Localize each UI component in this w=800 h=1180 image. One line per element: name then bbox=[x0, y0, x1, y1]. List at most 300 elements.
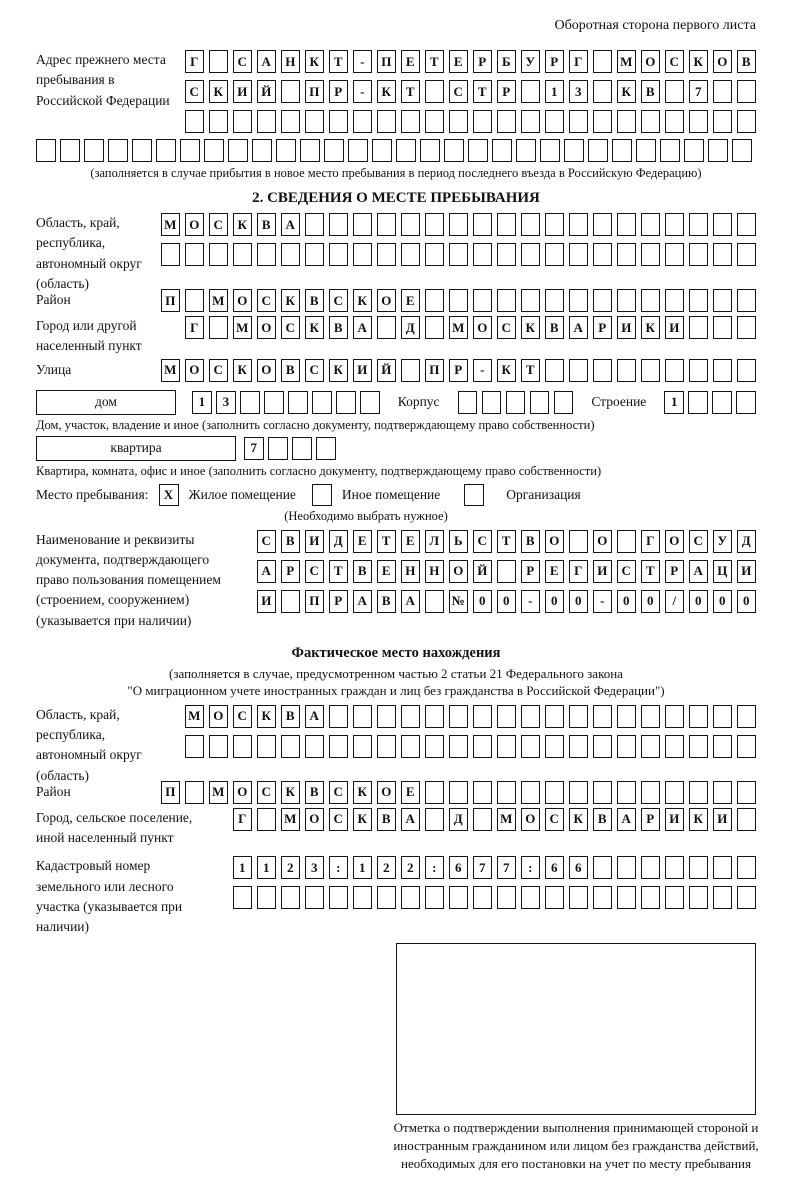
char-cell bbox=[497, 289, 517, 312]
street-label: Улица bbox=[36, 361, 72, 377]
char-cell: А bbox=[305, 705, 325, 728]
stroenie-cells bbox=[664, 391, 756, 414]
char-cell bbox=[593, 213, 613, 236]
region-block bbox=[36, 213, 756, 294]
char-cell: А bbox=[257, 50, 277, 73]
char-cell bbox=[458, 391, 478, 414]
char-cell bbox=[713, 886, 733, 909]
char-cell: В bbox=[545, 316, 565, 339]
char-cell: Й bbox=[257, 80, 277, 103]
char-cell bbox=[530, 391, 550, 414]
char-cell bbox=[329, 110, 349, 133]
char-cell: А bbox=[401, 808, 421, 831]
char-cell: С bbox=[497, 316, 517, 339]
cadastral-row-2 bbox=[233, 886, 757, 909]
char-cell bbox=[353, 110, 373, 133]
char-cell bbox=[688, 391, 708, 414]
char-cell bbox=[425, 316, 445, 339]
actual-region-label: Область, край, республика, автономный округ (область) bbox=[36, 706, 142, 783]
char-cell: Й bbox=[473, 560, 493, 583]
char-cell bbox=[713, 110, 733, 133]
char-cell: О bbox=[641, 50, 661, 73]
char-cell: О bbox=[233, 289, 253, 312]
char-cell bbox=[569, 705, 589, 728]
char-cell: Р bbox=[281, 560, 301, 583]
char-cell bbox=[497, 213, 517, 236]
char-cell bbox=[425, 886, 445, 909]
char-cell bbox=[612, 139, 632, 162]
char-cell bbox=[545, 705, 565, 728]
char-cell: 0 bbox=[569, 590, 589, 613]
char-cell: - bbox=[521, 590, 541, 613]
char-cell bbox=[425, 735, 445, 758]
char-cell: О bbox=[377, 289, 397, 312]
char-cell: О bbox=[305, 808, 325, 831]
char-cell: К bbox=[209, 80, 229, 103]
char-cell: К bbox=[353, 808, 373, 831]
char-cell bbox=[449, 705, 469, 728]
char-cell: Т bbox=[641, 560, 661, 583]
char-cell bbox=[305, 735, 325, 758]
char-cell: Т bbox=[401, 80, 421, 103]
char-cell bbox=[593, 50, 613, 73]
char-cell bbox=[209, 316, 229, 339]
city-label: Город или другой населенный пункт bbox=[36, 318, 142, 354]
char-cell: П bbox=[305, 80, 325, 103]
char-cell: 2 bbox=[401, 856, 421, 879]
char-cell: Г bbox=[185, 50, 205, 73]
char-cell: - bbox=[593, 590, 613, 613]
char-cell: К bbox=[569, 808, 589, 831]
char-cell bbox=[593, 735, 613, 758]
char-cell bbox=[449, 110, 469, 133]
char-cell: - bbox=[473, 359, 493, 382]
char-cell bbox=[372, 139, 392, 162]
actual-region-row-1 bbox=[185, 705, 757, 728]
char-cell bbox=[449, 213, 469, 236]
char-cell bbox=[689, 110, 709, 133]
char-cell bbox=[665, 705, 685, 728]
char-cell bbox=[425, 705, 445, 728]
char-cell: № bbox=[449, 590, 469, 613]
section-2-title: 2. СВЕДЕНИЯ О МЕСТЕ ПРЕБЫВАНИЯ bbox=[252, 190, 540, 206]
char-cell bbox=[737, 110, 757, 133]
char-cell: Р bbox=[329, 80, 349, 103]
char-cell: Г bbox=[641, 530, 661, 553]
prev-address-row-2 bbox=[185, 80, 757, 103]
char-cell: С bbox=[257, 289, 277, 312]
char-cell: 2 bbox=[281, 856, 301, 879]
char-cell bbox=[401, 886, 421, 909]
char-cell: О bbox=[185, 213, 205, 236]
char-cell bbox=[185, 781, 205, 804]
char-cell bbox=[665, 243, 685, 266]
char-cell: 0 bbox=[689, 590, 709, 613]
char-cell bbox=[617, 781, 637, 804]
char-cell: М bbox=[617, 50, 637, 73]
char-cell bbox=[288, 391, 308, 414]
char-cell: К bbox=[521, 316, 541, 339]
char-cell bbox=[593, 886, 613, 909]
char-cell bbox=[689, 243, 709, 266]
char-cell: Р bbox=[641, 808, 661, 831]
actual-region-block bbox=[36, 705, 756, 786]
char-cell bbox=[305, 213, 325, 236]
stroenie-label: Строение bbox=[591, 394, 647, 409]
char-cell: С bbox=[305, 359, 325, 382]
char-cell bbox=[468, 139, 488, 162]
char-cell bbox=[377, 316, 397, 339]
char-cell bbox=[521, 243, 541, 266]
char-cell bbox=[593, 781, 613, 804]
char-cell bbox=[473, 886, 493, 909]
region-row-1 bbox=[161, 213, 757, 236]
organization-label: Организация bbox=[506, 486, 581, 502]
char-cell bbox=[425, 289, 445, 312]
char-cell bbox=[521, 886, 541, 909]
region-label: Область, край, республика, автономный округ (область) bbox=[36, 215, 142, 291]
char-cell bbox=[473, 781, 493, 804]
char-cell bbox=[617, 110, 637, 133]
char-cell: У bbox=[713, 530, 733, 553]
char-cell: К bbox=[233, 359, 253, 382]
char-cell bbox=[425, 781, 445, 804]
prev-address-block bbox=[36, 50, 756, 133]
char-cell: М bbox=[497, 808, 517, 831]
char-cell bbox=[233, 110, 253, 133]
char-cell: В bbox=[281, 705, 301, 728]
char-cell bbox=[737, 316, 757, 339]
char-cell bbox=[401, 243, 421, 266]
char-cell bbox=[713, 705, 733, 728]
char-cell bbox=[665, 359, 685, 382]
confirmation-mark-note: Отметка о подтверждении выполнения принимающей стороной и иностранным гражданином или лицом без гражданства действий, необходимых для его постановки на учет по месту пребывания bbox=[393, 1120, 759, 1172]
char-cell bbox=[521, 80, 541, 103]
char-cell bbox=[641, 289, 661, 312]
char-cell: Г bbox=[569, 560, 589, 583]
char-cell bbox=[689, 886, 709, 909]
street-cells bbox=[161, 359, 757, 382]
char-cell: Т bbox=[329, 560, 349, 583]
char-cell: М bbox=[209, 781, 229, 804]
char-cell: В bbox=[281, 359, 301, 382]
char-cell bbox=[545, 886, 565, 909]
char-cell bbox=[108, 139, 128, 162]
char-cell bbox=[737, 808, 757, 831]
char-cell: 6 bbox=[449, 856, 469, 879]
char-cell bbox=[521, 781, 541, 804]
char-cell bbox=[569, 213, 589, 236]
char-cell: В bbox=[737, 50, 757, 73]
char-cell bbox=[713, 735, 733, 758]
char-cell bbox=[641, 213, 661, 236]
char-cell bbox=[554, 391, 574, 414]
char-cell bbox=[641, 781, 661, 804]
char-cell bbox=[569, 735, 589, 758]
char-cell bbox=[737, 886, 757, 909]
char-cell: Н bbox=[425, 560, 445, 583]
char-cell bbox=[257, 243, 277, 266]
char-cell: Н bbox=[281, 50, 301, 73]
char-cell: С bbox=[233, 50, 253, 73]
char-cell bbox=[521, 213, 541, 236]
char-cell bbox=[713, 856, 733, 879]
char-cell: С bbox=[665, 50, 685, 73]
char-cell bbox=[545, 213, 565, 236]
char-cell: Т bbox=[521, 359, 541, 382]
other-premises-label: Иное помещение bbox=[341, 486, 441, 502]
char-cell: А bbox=[257, 560, 277, 583]
char-cell bbox=[348, 139, 368, 162]
char-cell: О bbox=[545, 530, 565, 553]
actual-location-title: Фактическое место нахождения bbox=[291, 644, 501, 661]
char-cell bbox=[257, 886, 277, 909]
char-cell bbox=[737, 781, 757, 804]
char-cell: 7 bbox=[244, 437, 264, 460]
char-cell: С bbox=[233, 705, 253, 728]
char-cell: И bbox=[257, 590, 277, 613]
char-cell: О bbox=[449, 560, 469, 583]
char-cell: И bbox=[593, 560, 613, 583]
char-cell bbox=[617, 213, 637, 236]
char-cell bbox=[329, 213, 349, 236]
char-cell: - bbox=[353, 50, 373, 73]
char-cell bbox=[736, 391, 756, 414]
char-cell: О bbox=[257, 359, 277, 382]
char-cell: К bbox=[689, 808, 709, 831]
char-cell: С bbox=[449, 80, 469, 103]
char-cell: Г bbox=[233, 808, 253, 831]
city-row bbox=[36, 316, 756, 357]
char-cell: Р bbox=[329, 590, 349, 613]
char-cell bbox=[641, 886, 661, 909]
char-cell bbox=[540, 139, 560, 162]
char-cell bbox=[228, 139, 248, 162]
char-cell: Е bbox=[401, 289, 421, 312]
char-cell bbox=[665, 110, 685, 133]
char-cell: Т bbox=[497, 530, 517, 553]
char-cell bbox=[569, 781, 589, 804]
region-row-2 bbox=[161, 243, 757, 266]
char-cell bbox=[689, 735, 709, 758]
char-cell bbox=[569, 530, 589, 553]
confirmation-mark-box bbox=[396, 943, 756, 1115]
char-cell bbox=[636, 139, 656, 162]
char-cell bbox=[209, 243, 229, 266]
char-cell: Г bbox=[569, 50, 589, 73]
char-cell: П bbox=[161, 781, 181, 804]
char-cell bbox=[593, 243, 613, 266]
char-cell bbox=[360, 391, 380, 414]
char-cell: Б bbox=[497, 50, 517, 73]
char-cell: А bbox=[689, 560, 709, 583]
char-cell: В bbox=[377, 808, 397, 831]
char-cell: С bbox=[257, 530, 277, 553]
char-cell bbox=[185, 289, 205, 312]
char-cell bbox=[641, 359, 661, 382]
char-cell: 0 bbox=[617, 590, 637, 613]
residential-checkbox: X bbox=[159, 484, 179, 506]
house-box-label: дом bbox=[36, 390, 176, 415]
char-cell: И bbox=[737, 560, 757, 583]
char-cell bbox=[353, 886, 373, 909]
char-cell bbox=[497, 110, 517, 133]
residential-label: Жилое помещение bbox=[188, 486, 296, 502]
char-cell: О bbox=[713, 50, 733, 73]
char-cell bbox=[209, 735, 229, 758]
char-cell: В bbox=[641, 80, 661, 103]
char-cell bbox=[377, 735, 397, 758]
char-cell bbox=[737, 359, 757, 382]
document-block bbox=[36, 530, 756, 631]
char-cell bbox=[545, 289, 565, 312]
char-cell: В bbox=[257, 213, 277, 236]
char-cell: : bbox=[425, 856, 445, 879]
char-cell: К bbox=[641, 316, 661, 339]
char-cell bbox=[689, 781, 709, 804]
char-cell bbox=[737, 735, 757, 758]
char-cell bbox=[204, 139, 224, 162]
char-cell: Д bbox=[329, 530, 349, 553]
char-cell bbox=[545, 359, 565, 382]
char-cell bbox=[689, 213, 709, 236]
char-cell bbox=[665, 213, 685, 236]
korpus-cells bbox=[458, 391, 574, 414]
char-cell: К bbox=[377, 80, 397, 103]
char-cell bbox=[268, 437, 288, 460]
char-cell: Р bbox=[521, 560, 541, 583]
char-cell: М bbox=[209, 289, 229, 312]
char-cell bbox=[425, 590, 445, 613]
document-label: Наименование и реквизиты документа, подтверждающего право пользования помещением (строением, сооружением) (указывается при наличии) bbox=[36, 531, 221, 628]
char-cell bbox=[161, 243, 181, 266]
char-cell bbox=[353, 243, 373, 266]
char-cell bbox=[506, 391, 526, 414]
char-cell bbox=[665, 735, 685, 758]
char-cell: Е bbox=[545, 560, 565, 583]
char-cell bbox=[233, 735, 253, 758]
char-cell bbox=[593, 110, 613, 133]
char-cell bbox=[497, 243, 517, 266]
char-cell: Е bbox=[401, 530, 421, 553]
char-cell: О bbox=[377, 781, 397, 804]
char-cell bbox=[401, 110, 421, 133]
char-cell bbox=[569, 243, 589, 266]
stay-type-row bbox=[36, 484, 756, 506]
char-cell bbox=[240, 391, 260, 414]
char-cell: С bbox=[305, 560, 325, 583]
char-cell bbox=[425, 243, 445, 266]
char-cell: Ь bbox=[449, 530, 469, 553]
char-cell bbox=[545, 735, 565, 758]
korpus-label: Корпус bbox=[397, 394, 440, 409]
char-cell bbox=[257, 110, 277, 133]
char-cell bbox=[545, 781, 565, 804]
char-cell: У bbox=[521, 50, 541, 73]
char-cell: : bbox=[329, 856, 349, 879]
char-cell: О bbox=[185, 359, 205, 382]
char-cell bbox=[617, 735, 637, 758]
char-cell: О bbox=[233, 781, 253, 804]
char-cell: И bbox=[617, 316, 637, 339]
house-note: Дом, участок, владение и иное (заполнить согласно документу, подтверждающему право собственности) bbox=[36, 417, 595, 432]
char-cell: А bbox=[281, 213, 301, 236]
char-cell bbox=[473, 289, 493, 312]
char-cell bbox=[377, 886, 397, 909]
char-cell bbox=[713, 289, 733, 312]
char-cell bbox=[257, 735, 277, 758]
district-cells bbox=[161, 289, 757, 312]
char-cell: С bbox=[185, 80, 205, 103]
char-cell bbox=[185, 735, 205, 758]
char-cell: Т bbox=[329, 50, 349, 73]
char-cell bbox=[713, 213, 733, 236]
char-cell: В bbox=[281, 530, 301, 553]
char-cell: 3 bbox=[569, 80, 589, 103]
char-cell bbox=[401, 213, 421, 236]
char-cell: Г bbox=[185, 316, 205, 339]
char-cell: 3 bbox=[216, 391, 236, 414]
char-cell: К bbox=[305, 316, 325, 339]
document-row-2 bbox=[257, 560, 757, 583]
char-cell: 6 bbox=[545, 856, 565, 879]
char-cell bbox=[713, 316, 733, 339]
char-cell bbox=[336, 391, 356, 414]
char-cell bbox=[732, 139, 752, 162]
char-cell: 1 bbox=[545, 80, 565, 103]
char-cell: 0 bbox=[713, 590, 733, 613]
char-cell: В bbox=[353, 560, 373, 583]
char-cell bbox=[353, 213, 373, 236]
char-cell: С bbox=[617, 560, 637, 583]
char-cell: А bbox=[353, 590, 373, 613]
char-cell bbox=[449, 243, 469, 266]
prev-address-note: (заполняется в случае прибытия в новое место пребывания в период последнего въезда в Российскую Федерацию) bbox=[90, 166, 702, 180]
page-back-title: Оборотная сторона первого листа bbox=[554, 18, 756, 33]
char-cell bbox=[401, 705, 421, 728]
char-cell: О bbox=[473, 316, 493, 339]
char-cell: В bbox=[329, 316, 349, 339]
char-cell: Т bbox=[425, 50, 445, 73]
char-cell bbox=[449, 735, 469, 758]
char-cell bbox=[689, 359, 709, 382]
cadastral-label: Кадастровый номер земельного или лесного участка (указывается при наличии) bbox=[36, 858, 183, 934]
char-cell bbox=[425, 110, 445, 133]
char-cell bbox=[684, 139, 704, 162]
char-cell bbox=[425, 213, 445, 236]
char-cell: А bbox=[617, 808, 637, 831]
char-cell bbox=[329, 243, 349, 266]
char-cell bbox=[305, 243, 325, 266]
char-cell: - bbox=[353, 80, 373, 103]
char-cell bbox=[233, 243, 253, 266]
char-cell: А bbox=[569, 316, 589, 339]
char-cell bbox=[281, 243, 301, 266]
char-cell bbox=[737, 243, 757, 266]
char-cell: 1 bbox=[233, 856, 253, 879]
house-cells bbox=[192, 391, 380, 414]
char-cell bbox=[449, 886, 469, 909]
char-cell bbox=[312, 391, 332, 414]
char-cell: Д bbox=[449, 808, 469, 831]
district-label: Район bbox=[36, 292, 71, 308]
char-cell: Р bbox=[665, 560, 685, 583]
char-cell: М bbox=[185, 705, 205, 728]
char-cell: 0 bbox=[641, 590, 661, 613]
char-cell bbox=[617, 530, 637, 553]
char-cell: К bbox=[329, 359, 349, 382]
char-cell: 1 bbox=[257, 856, 277, 879]
